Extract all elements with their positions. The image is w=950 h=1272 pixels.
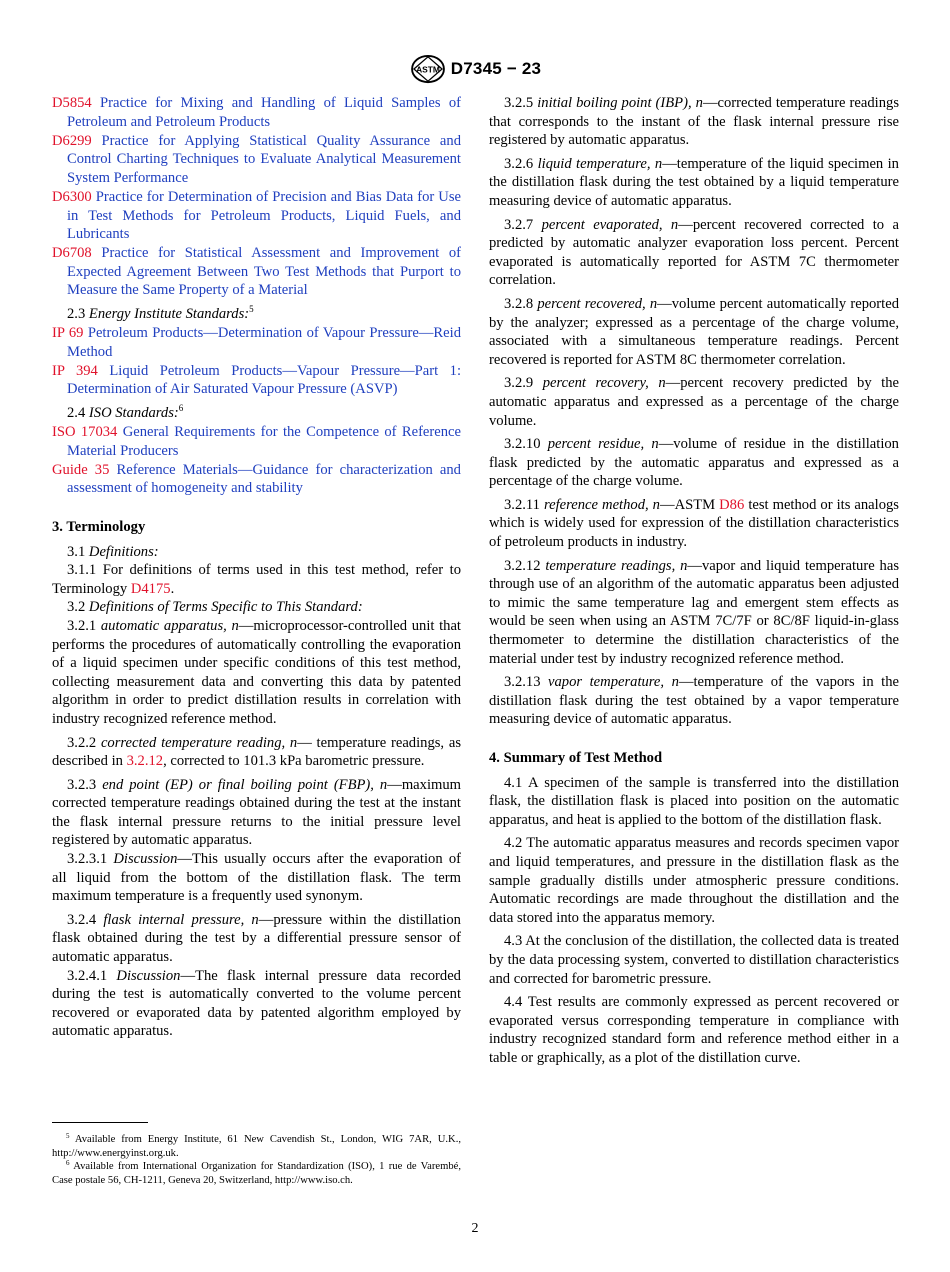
section-3-1 <box>52 543 461 562</box>
section-number: 3.2.13 <box>504 674 541 691</box>
reference-code-link[interactable]: D6708 <box>52 245 92 262</box>
section-4-1 <box>489 774 899 830</box>
term: Discussion <box>116 967 181 984</box>
footnote-mark: 5 <box>66 1132 70 1140</box>
section-3-2-11 <box>489 496 899 552</box>
section-number: 3.1.1 <box>67 562 97 579</box>
definition-text: —percent recovered corrected to a predicted by automatic analyzer evaporation loss percent. Percent evaporated is automatically reported for ASTM 7C thermometer correlation. <box>489 216 899 289</box>
section-4-heading: 4. Summary of Test Method <box>489 750 663 766</box>
term: flask internal pressure, n <box>103 911 259 928</box>
section-3-2-2 <box>52 734 461 771</box>
reference-d5854 <box>52 94 461 131</box>
section-title: Definitions: <box>88 543 159 560</box>
term: liquid temperature, n <box>537 155 663 172</box>
definition-text: —maximum corrected temperature readings obtained during the test at the instant the flask internal pressure returns to the initial pressure level registered by automatic apparatus. <box>52 776 461 849</box>
section-3-2-3-1 <box>52 850 461 906</box>
paragraph-text: The automatic apparatus measures and records specimen vapor and liquid temperatures, and pressure in the distillation flask as the sample gradually distills under atmospheric pressure conditions. Automatic recordings are made throughout the distillation and the data stored into the apparatus memory. <box>489 835 899 926</box>
definition-text: —corrected temperature readings that corresponds to the instant of the flask internal pressure rise registered by automatic apparatus. <box>489 95 899 149</box>
term: percent evaporated, n <box>541 216 679 233</box>
definition-text: —ASTM <box>659 496 716 513</box>
term: automatic apparatus, n <box>100 617 239 634</box>
definition-text: , corrected to 101.3 kPa barometric pressure. <box>163 753 425 770</box>
section-number: 3.2.1 <box>67 617 97 634</box>
section-3-2-4 <box>52 911 461 967</box>
definition-text: —pressure within the distillation flask obtained during the test by a differential pressure sensor of automatic apparatus. <box>52 911 461 966</box>
section-number: 3.1 <box>67 543 86 560</box>
section-3-2-5 <box>489 94 899 150</box>
section-number: 3.2.11 <box>504 496 540 513</box>
reference-title-link[interactable]: Reference Materials—Guidance for characterization and assessment of homogeneity and stability <box>67 461 461 497</box>
term: percent residue, n <box>547 436 659 453</box>
section-4-2 <box>489 834 899 927</box>
reference-title-link[interactable]: Practice for Mixing and Handling of Liquid Samples of Petroleum and Petroleum Products <box>67 95 461 130</box>
section-number: 4.3 <box>504 933 523 950</box>
definition-text: —microprocessor-controlled unit that performs the procedures of automatically controlling the evaporation of a liquid specimen under specific conditions of this test method, collecting measurement data and converting this data by patented algorithm in order to predict distillation results in correlation with industry recognized reference method. <box>52 617 461 727</box>
section-4-4 <box>489 993 899 1067</box>
reference-ip-394 <box>52 362 461 399</box>
reference-d6708 <box>52 244 461 300</box>
section-number: 3.2.8 <box>504 295 534 312</box>
standard-designation: D7345 − 23 <box>450 59 542 78</box>
section-number: 3.2.4 <box>67 911 97 928</box>
term: Discussion <box>113 851 178 868</box>
paragraph-text: For definitions of terms used in this test method, refer to Terminology <box>52 562 461 597</box>
reference-d6299 <box>52 132 461 188</box>
definition-text: —The flask internal pressure data recorded during the test is automatically converted to the volume percent recovered or evaporated data by patented algorithm employed by automatic apparatus. <box>52 967 461 1040</box>
reference-code-link[interactable]: D5854 <box>52 95 92 111</box>
paragraph-text: Test results are commonly expressed as percent recovered or evaporated versus corresponding temperature in compliance with industry recognized standard form and reference method either in a table or graphically, as a plot of the distillation curve. <box>489 994 899 1066</box>
section-3-2-10 <box>489 435 899 491</box>
section-2-4 <box>52 404 461 423</box>
reference-title-link[interactable]: Practice for Statistical Assessment and Improvement of Expected Agreement Between Two Test Methods that Purport to Measure the Same Property of a Material <box>67 245 461 299</box>
section-3-2-9 <box>489 374 899 430</box>
section-3-2-7 <box>489 216 899 290</box>
footnotes <box>52 1133 461 1187</box>
reference-code-link[interactable]: D6300 <box>52 188 92 205</box>
section-number: 2.4 <box>67 405 86 421</box>
reference-code-link[interactable]: ISO 17034 <box>52 424 118 441</box>
definition-text: —volume of residue in the distillation flask predicted by the automatic apparatus and expressed as a percentage of the charge volume. <box>489 436 899 490</box>
definition-text: —temperature of the vapors in the distillation flask during the test obtained by a vapor temperature measuring device of automatic apparatus. <box>489 674 899 728</box>
reference-link[interactable]: D4175 <box>130 580 171 597</box>
paragraph-text: . <box>170 580 175 597</box>
section-number: 3.2.5 <box>504 95 534 111</box>
section-3-heading: 3. Terminology <box>52 518 146 535</box>
section-number: 3.2.7 <box>504 216 534 233</box>
term: percent recovery, n <box>542 375 666 392</box>
reference-guide-35 <box>52 461 461 498</box>
section-3-1-1 <box>52 561 461 598</box>
section-number: 3.2.6 <box>504 155 534 172</box>
section-number: 3.2.12 <box>504 557 541 574</box>
paragraph-text: A specimen of the sample is transferred into the distillation flask, the distillation flask is placed into position on the automatic apparatus, and heat is applied to the bottom of the distillation flask. <box>489 774 899 828</box>
section-3-2-4-1 <box>52 967 461 1041</box>
astm-logo-icon <box>409 54 447 84</box>
section-2-3 <box>52 305 461 324</box>
definition-text: —vapor and liquid temperature has through use of an algorithm of the automatic apparatus been adjusted to mimic the same temperature lag and emergent stem effects as would be seen when using an ASTM 7C/7F or 8C/8F liquid-in-glass thermometer to determine the distillation characteristics of the material under test by industry recognized reference method. <box>489 557 899 667</box>
section-3-2-3 <box>52 776 461 850</box>
term: initial boiling point (IBP), n <box>537 95 703 111</box>
footnote-5 <box>52 1133 461 1160</box>
definition-text: — temperature readings, as described in <box>52 734 461 770</box>
section-number: 3.2.4.1 <box>67 967 108 984</box>
term: reference method, n <box>543 496 660 513</box>
paragraph-text: At the conclusion of the distillation, the collected data is treated by the data processing system, converted to distillation characteristics and corrected for barometric pressure. <box>489 933 900 987</box>
page-header <box>0 54 950 84</box>
section-number: 3.2.2 <box>67 734 97 751</box>
section-3-2 <box>52 598 461 617</box>
definition-text: —percent recovery predicted by the automatic apparatus and expressed as a percentage of the charge volume. <box>489 375 900 429</box>
section-number: 3.2.3 <box>67 776 97 793</box>
term: corrected temperature reading, n <box>100 734 298 751</box>
section-3-2-13 <box>489 673 899 729</box>
section-number: 3.2.3.1 <box>67 851 108 868</box>
reference-title-link[interactable]: Liquid Petroleum Products—Vapour Pressure—Part 1: Determination of Air Saturated Vapour Pressure (ASVP) <box>67 362 462 398</box>
reference-title-link[interactable]: Practice for Determination of Precision and Bias Data for Use in Test Methods for Petroleum Products, Liquid Fuels, and Lubricants <box>67 188 461 243</box>
section-title: Definitions of Terms Specific to This Standard: <box>88 599 363 616</box>
section-3-2-6 <box>489 155 899 211</box>
reference-iso-17034 <box>52 423 461 460</box>
reference-code-link[interactable]: IP 69 <box>52 325 84 342</box>
page-number: 2 <box>471 1221 479 1236</box>
reference-title-link[interactable]: Petroleum Products—Determination of Vapour Pressure—Reid Method <box>67 325 461 360</box>
footnote-6 <box>52 1160 461 1187</box>
svg-text:ASTM: ASTM <box>415 64 440 75</box>
reference-d6300 <box>52 188 461 244</box>
section-3-2-8 <box>489 295 899 369</box>
reference-link[interactable]: D86 <box>719 496 745 513</box>
reference-code-link[interactable]: Guide 35 <box>52 461 110 478</box>
section-link[interactable]: 3.2.12 <box>126 753 164 770</box>
reference-title-link[interactable]: Practice for Applying Statistical Quality Assurance and Control Charting Techniques to Evaluate Analytical Measurement System Performance <box>67 132 461 186</box>
footnote-divider <box>52 1122 148 1123</box>
definition-text: —temperature of the liquid specimen in the distillation flask during the test obtained by a liquid temperature measuring device of automatic apparatus. <box>489 155 899 209</box>
section-3-2-1 <box>52 617 461 729</box>
section-number: 2.3 <box>67 306 86 323</box>
footnote-text: Available from International Organization for Standardization (ISO), 1 rue de Varembé, Case postale 56, CH-1211, Geneva 20, Switzerland, http://www.iso.ch. <box>52 1161 461 1186</box>
reference-title-link[interactable]: General Requirements for the Competence of Reference Material Producers <box>67 424 461 459</box>
section-title: Energy Institute Standards: <box>88 306 250 323</box>
footnote-marker[interactable]: 6 <box>178 403 184 413</box>
footnote-text: Available from Energy Institute, 61 New Cavendish St., London, WIG 7AR, U.K., http://www.energyinst.org.uk. <box>52 1134 461 1159</box>
reference-code-link[interactable]: D6299 <box>52 132 92 149</box>
term: end point (EP) or final boiling point (FBP), n <box>102 776 388 793</box>
right-column <box>489 94 899 1068</box>
section-number: 4.2 <box>504 835 523 852</box>
section-number: 4.4 <box>504 994 523 1011</box>
reference-code-link[interactable]: IP 394 <box>52 362 98 379</box>
section-number: 3.2 <box>67 599 86 616</box>
section-title: ISO Standards: <box>88 405 179 421</box>
footnote-marker[interactable]: 5 <box>249 304 254 315</box>
left-column <box>52 94 461 1041</box>
section-3-2-12 <box>489 557 899 669</box>
term: vapor temperature, n <box>548 674 679 691</box>
section-4-3 <box>489 932 899 988</box>
definition-text: test method or its analogs which is widely used for expression of the distillation characteristics of petroleum products in industry. <box>489 496 899 551</box>
term: percent recovered, n <box>537 295 658 312</box>
footnote-mark: 6 <box>66 1159 70 1168</box>
definition-text: —This usually occurs after the evaporation of all liquid from the bottom of the distillation flask. The term maximum temperature is a frequently used synonym. <box>52 851 461 905</box>
section-number: 3.2.9 <box>504 375 534 392</box>
term: temperature readings, n <box>545 557 688 574</box>
section-number: 3.2.10 <box>504 436 541 453</box>
section-number: 4.1 <box>504 774 523 791</box>
reference-ip-69 <box>52 324 461 361</box>
definition-text: —volume percent automatically reported by the analyzer; expressed as a percentage of the charge volume, associated with a simultaneous temperature readings. Percent recovered is reported for ASTM 8C thermometer correlation. <box>489 295 899 368</box>
